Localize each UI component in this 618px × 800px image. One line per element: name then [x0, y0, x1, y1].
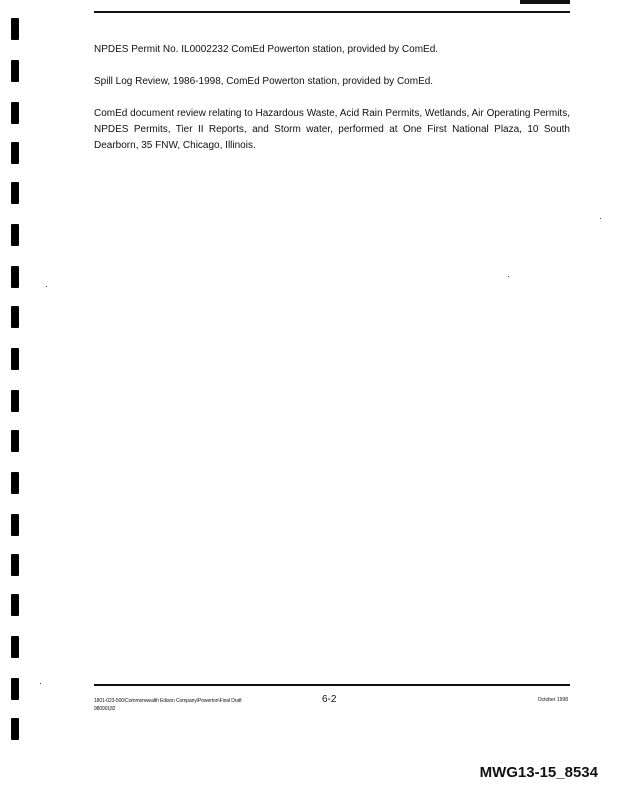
punch-hole	[11, 102, 19, 124]
punch-hole	[11, 430, 19, 452]
punch-hole	[11, 472, 19, 494]
punch-hole	[11, 18, 19, 40]
punch-hole	[11, 678, 19, 700]
punch-hole	[11, 718, 19, 740]
punch-hole	[11, 142, 19, 164]
footer-date: October 1998	[537, 697, 568, 703]
header-mark	[520, 0, 570, 4]
punch-hole	[11, 554, 19, 576]
scan-speck	[46, 286, 47, 287]
footer-document-reference	[94, 697, 242, 713]
punch-hole	[11, 266, 19, 288]
footer-reference-line: 1801-023-500\Commonwealth Edison Company\Powerton\Final Draft	[94, 698, 242, 704]
punch-hole	[11, 182, 19, 204]
paragraph-document-review: ComEd document review relating to Hazardous Waste, Acid Rain Permits, Wetlands, Air Operating Permits, NPDES Permits, Tier II Reports, and Storm water, performed at One First National Plaza, 10 South Dearborn, 35 FNW, Chicago, Illinois.	[94, 108, 570, 151]
punch-hole	[11, 390, 19, 412]
punch-hole	[11, 636, 19, 658]
scan-speck	[508, 276, 509, 277]
page-number: 6-2	[322, 694, 337, 705]
scan-speck	[600, 218, 601, 219]
footer-rule	[94, 684, 570, 686]
punch-hole	[11, 594, 19, 616]
paragraph-spill-log: Spill Log Review, 1986-1998, ComEd Powerton station, provided by ComEd.	[94, 76, 434, 87]
punch-hole	[11, 60, 19, 82]
scan-speck	[40, 683, 41, 684]
paragraph-npdes-permit: NPDES Permit No. IL0002232 ComEd Powerton station, provided by ComEd.	[94, 44, 439, 55]
punch-hole	[11, 514, 19, 536]
punch-hole	[11, 306, 19, 328]
footer-reference-number: 98090182	[94, 706, 116, 712]
bates-number: MWG13-15_8534	[479, 764, 598, 781]
header-rule	[94, 11, 570, 13]
punch-hole	[11, 348, 19, 370]
punch-hole	[11, 224, 19, 246]
